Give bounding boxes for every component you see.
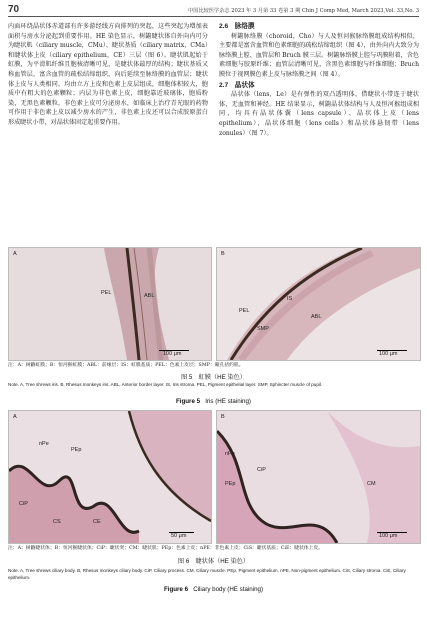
- header-rule: [8, 16, 419, 17]
- figure5-title-cn: 图 5 虹膜（HE 染色）: [181, 374, 246, 381]
- label-smp-b: SMP: [257, 326, 269, 332]
- label-ce-a: CE: [93, 519, 101, 525]
- label-abl-a: ABL: [144, 293, 155, 299]
- label-pel-b: PEL: [239, 308, 250, 314]
- right-column: [219, 22, 419, 138]
- figure6-title-en: [8, 586, 419, 593]
- label-abl-b: ABL: [311, 314, 322, 320]
- label-pep-a: PEp: [71, 447, 82, 453]
- scale-label-a: 100 μm: [163, 351, 182, 357]
- figure5-panel-a-letter: A: [13, 251, 17, 257]
- label-cs-a: CS: [53, 519, 61, 525]
- section-2-6-title: 2.6 脉络膜: [219, 23, 255, 30]
- iris-tree-shrew-micrograph: [9, 248, 211, 360]
- figure6-note-en: Note. A, Tree shrews ciliary body. B, Rhesus monkeys ciliary body. CiP, Ciliary process. CM, Ciliary muscle. PEp, Pigment epithelium. nPE, Non-pigment epithelium. CiS, Ciliary stroma. CiE, Ciliary epithelium.: [8, 568, 406, 580]
- label-pel-a: PEL: [101, 290, 112, 296]
- left-column: [8, 22, 208, 128]
- figure6-title-en-text: Ciliary body (HE staining): [193, 586, 264, 593]
- scale-label-6a: 50 μm: [171, 533, 187, 539]
- section-2-7-title: 2.7 晶状体: [219, 81, 255, 89]
- left-column-text: 内面环绕晶状体赤道部有许多游经线方向排列的突起，这些突起为增加表面积与房水分泌起到重要作用。HE 染色显示，树鼩睫状体自外向内可分为睫状肌（ciliary muscle，CMu）、睫状基质（ciliary matrix，CMa）和睫状体上皮（ciliary epithelium，CE）三层（图 6）。睫状肌起始于虹膜，为平滑肌纤维且胞核清晰可见，是睫状体最厚的结构；睫状基质又称血管层，富含血管的疏松结缔组织，向后延续至脉络膜的血管层；睫状体上皮与人类相同，均由立方上皮和色素上皮层组成，细胞体积较大，胞质中有粗大的色素颗粒；内层为非色素上皮，细胞靠近玻璃体，胞质粉染，无黑色素颗粒，非色素上皮可分泌房水，如临床上治疗青光眼的药物可作用于非色素上皮以减少房水的产生，非色素上皮还可以合成胶原蛋白形成睫状小带，对晶状体固定起重要作用。: [8, 23, 208, 126]
- iris-rhesus-micrograph: [217, 248, 420, 360]
- scale-label-b: 100 μm: [379, 351, 398, 357]
- label-is-b: IS: [287, 296, 293, 302]
- figure6-title-cn: 图 6 睫状体（HE 染色）: [177, 558, 250, 565]
- page-number: 70: [8, 4, 20, 15]
- scale-label-6b: 100 μm: [379, 533, 398, 539]
- figure6-panel-a: [8, 410, 212, 544]
- section-2-6-text: 树鼩脉络膜（choroid，Cho）与人及恒河猴脉络膜组成结构相似，主要都是富含血管和色素细胞的疏松结缔组织（图 4），由外向内大致分为脉络膜上腔、血管层和 Bruch 膜三层。树鼩脉络膜上腔与巩膜附着，含色素细胞与胶原纤维；血管层清晰可见，含黑色素细胞与纤维细胞；Bruch 膜位于视网膜色素上皮与脉络膜之间（图 4）。: [219, 32, 419, 78]
- figure5-note-en: Note. A, Tree shrews iris. B, Rhesus monkeys iris. ABL, Anterior border layer. IS, Iris stroma. PEL, Pigment epithelial layer. SMP, Sphincter muscle of pupil.: [8, 382, 323, 387]
- figure5-title-en-text: Iris (HE staining): [205, 398, 251, 405]
- figure5-title-en: [8, 398, 419, 405]
- label-cm-b: CM: [367, 481, 376, 487]
- section-2-7-text: 晶状体（lens，Le）是有弹性的双凸透明体，借睫状小带连于睫状体，无血管和神经。HE 结果显示，树鼩晶状体结构与人及恒河猴组成相同，均具有晶状体囊（lens capsule）、晶状体上皮（lens epithelium），晶状体细胞（lens cells）和晶状体悬韧带（lens zonules）（图 7）。: [219, 91, 419, 137]
- figure6-note-cn: 注：A：树鼩睫状体；B：恒河猴睫状体；CiP：睫状突；CM：睫状肌；PEp：色素上皮；nPE：非色素上皮；CiS：睫状基质；CiE：睫状体上皮。: [8, 546, 324, 551]
- figure5-panel-a: [8, 247, 212, 361]
- ciliary-body-rhesus-micrograph: [217, 411, 420, 543]
- figure6-panel-b: [216, 410, 421, 544]
- figure6-title-en-label: Figure 6: [163, 586, 189, 593]
- label-cip-a: CiP: [19, 501, 28, 507]
- figure5-note-cn: 注：A：树鼩虹膜；B：恒河猴虹膜；ABL：前缘层；IS：虹膜基质；PEL：色素上皮层；SMP：瞳孔括约肌。: [8, 363, 244, 368]
- running-title: 中国比较医学杂志 2023 年 3 月第 33 卷第 3 期 Chin J Comp Med, March 2023,Vol. 33,No. 3: [188, 8, 419, 14]
- label-cip-b: CiP: [257, 467, 266, 473]
- label-npe-a: nPe: [39, 441, 49, 447]
- label-pep-b: PEp: [225, 481, 236, 487]
- figure6-panel-b-letter: B: [221, 414, 225, 420]
- figure5-panel-b: [216, 247, 421, 361]
- figure5-panel-b-letter: B: [221, 251, 225, 257]
- ciliary-body-tree-shrew-micrograph: [9, 411, 211, 543]
- figure6-panel-a-letter: A: [13, 414, 17, 420]
- figure5-title-en-label: Figure 5: [176, 398, 201, 405]
- label-npe-b: nPe: [225, 451, 235, 457]
